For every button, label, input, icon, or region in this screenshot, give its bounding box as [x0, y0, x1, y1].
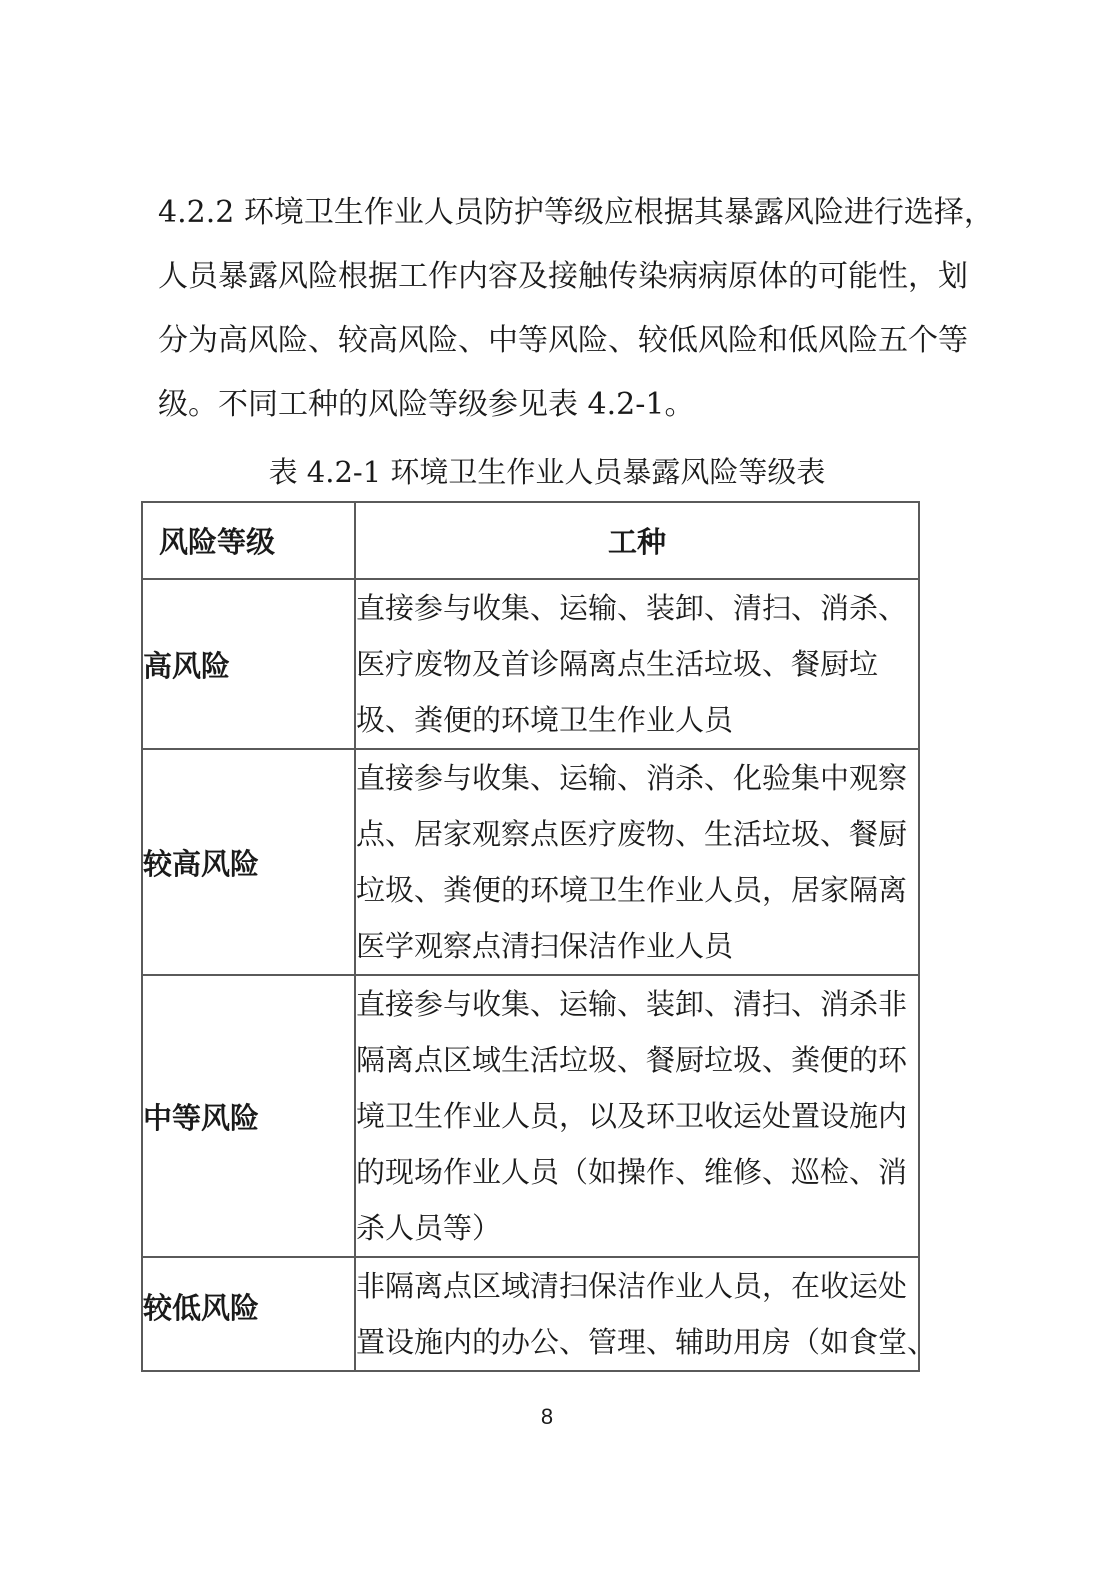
job-description-cell: [355, 749, 919, 975]
page-number: 8: [540, 1404, 554, 1429]
paragraph-line: 分为高风险、较高风险、中等风险、较低风险和低风险五个等: [158, 323, 968, 358]
table-row: [142, 975, 919, 1257]
description-line: 点、居家观察点医疗废物、生活垃圾、餐厨: [356, 817, 908, 851]
description-line: 医疗废物及首诊隔离点生活垃圾、餐厨垃: [356, 647, 879, 681]
risk-level-cell: 较低风险: [142, 1257, 355, 1371]
description-line: 境卫生作业人员，以及环卫收运处置设施内: [356, 1099, 908, 1133]
risk-level-cell: 中等风险: [142, 975, 355, 1257]
description-line: 直接参与收集、运输、装卸、清扫、消杀非: [356, 987, 908, 1021]
description-line: 医学观察点清扫保洁作业人员: [356, 929, 734, 963]
table-row: [142, 579, 919, 749]
job-description-cell: [355, 579, 919, 749]
risk-level-table: [141, 501, 937, 1372]
paragraph-line: 级。不同工种的风险等级参见表 4.2-1。: [158, 387, 695, 422]
description-line: 圾、粪便的环境卫生作业人员: [356, 703, 734, 737]
risk-level-cell: 较高风险: [142, 749, 355, 975]
job-description-cell: [355, 975, 919, 1257]
table-header-row: [142, 502, 919, 579]
table-row: [142, 749, 919, 975]
description-line: 杀人员等）: [356, 1211, 502, 1245]
description-line: 直接参与收集、运输、消杀、化验集中观察: [356, 761, 908, 795]
description-line: 隔离点区域生活垃圾、餐厨垃圾、粪便的环: [356, 1043, 908, 1077]
description-line: 的现场作业人员（如操作、维修、巡检、消: [356, 1155, 908, 1189]
description-line: 直接参与收集、运输、装卸、清扫、消杀、: [356, 591, 908, 625]
table-row: [142, 1257, 919, 1371]
header-job-type: 工种: [355, 502, 919, 579]
description-line: 非隔离点区域清扫保洁作业人员，在收运处: [356, 1269, 908, 1303]
description-line: 置设施内的办公、管理、辅助用房（如食堂、: [356, 1325, 937, 1359]
paragraph-line: 4.2.2 环境卫生作业人员防护等级应根据其暴露风险进行选择，: [158, 195, 994, 230]
description-line: 垃圾、粪便的环境卫生作业人员，居家隔离: [356, 873, 908, 907]
table-caption: 表 4.2-1 环境卫生作业人员暴露风险等级表: [268, 455, 826, 489]
risk-level-cell: 高风险: [142, 579, 355, 749]
job-description-cell: [355, 1257, 937, 1371]
header-risk-level: 风险等级: [142, 502, 355, 579]
paragraph-line: 人员暴露风险根据工作内容及接触传染病病原体的可能性，划: [158, 259, 968, 294]
